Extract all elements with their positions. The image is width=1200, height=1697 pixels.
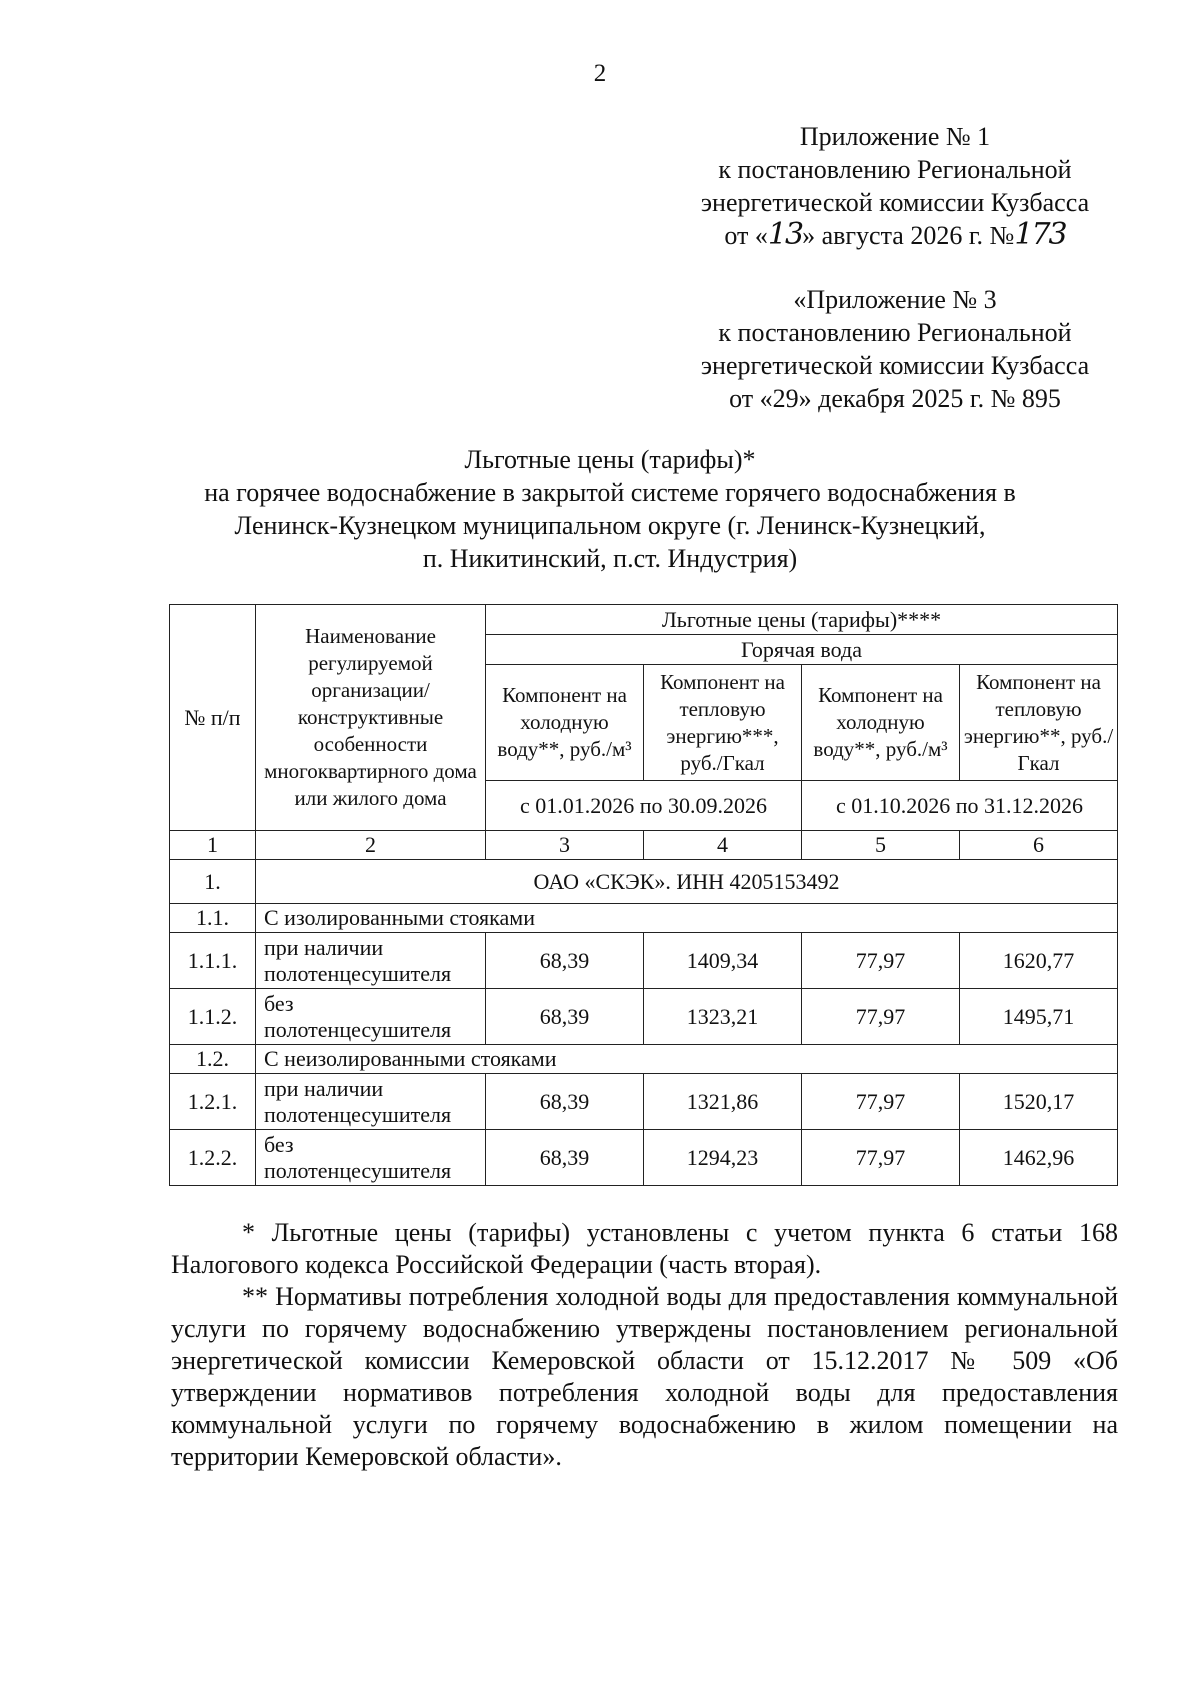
header-row-number: № п/п	[170, 605, 256, 831]
row-number: 1.1.1.	[170, 933, 256, 989]
header-organization-name: Наименование регулируемой организации/ конструктивные особенности многоквартирного дома или жилого дома	[256, 605, 486, 831]
organization-number: 1.	[170, 860, 256, 904]
value-cold-water-period-2: 77,97	[802, 1130, 960, 1186]
column-number-cell: 5	[802, 831, 960, 860]
section-number: 1.1.	[170, 904, 256, 933]
annex-1-date-mid: » августа 2026 г. №	[802, 221, 1015, 250]
footnote-2: ** Нормативы потребления холодной воды для предоставления коммунальной услуги по горячему водоснабжению утверждены постановлением региональной энергетической комиссии Кемеровской области от 15.12.2017 № 509 «Об утверждении нормативов потребления холодной воды для предоставления коммунальной услуги по горячему водоснабжению в жилом помещении на территории Кемеровской области».	[171, 1282, 1118, 1471]
column-number-cell: 1	[170, 831, 256, 860]
row-number: 1.2.2.	[170, 1130, 256, 1186]
value-heat-energy-period-2: 1495,71	[960, 989, 1118, 1045]
column-number-cell: 4	[644, 831, 802, 860]
tariff-table	[169, 604, 1118, 1186]
organization-row	[170, 860, 1118, 904]
row-number: 1.2.1.	[170, 1074, 256, 1130]
value-heat-energy-period-1: 1323,21	[644, 989, 802, 1045]
value-heat-energy-period-1: 1294,23	[644, 1130, 802, 1186]
row-name: без полотенцесушителя	[256, 1130, 486, 1186]
row-name: при наличии полотенцесушителя	[256, 1074, 486, 1130]
value-cold-water-period-1: 68,39	[486, 933, 644, 989]
header-heat-energy-component-2: Компонент на тепловую энергию**, руб./Гкал	[960, 665, 1118, 781]
footnotes	[171, 1217, 1118, 1473]
value-heat-energy-period-1: 1409,34	[644, 933, 802, 989]
value-cold-water-period-1: 68,39	[486, 1130, 644, 1186]
column-number-cell: 2	[256, 831, 486, 860]
value-heat-energy-period-2: 1462,96	[960, 1130, 1118, 1186]
section-row	[170, 904, 1118, 933]
section-row	[170, 1045, 1118, 1074]
value-cold-water-period-1: 68,39	[486, 1074, 644, 1130]
header-heat-energy-component-1: Компонент на тепловую энергию***, руб./Гкал	[644, 665, 802, 781]
annex-3-line-4: от «29» декабря 2025 г. № 895	[729, 384, 1061, 413]
column-number-cell: 3	[486, 831, 644, 860]
page-number: 2	[593, 60, 607, 87]
section-name: С неизолированными стояками	[256, 1045, 1118, 1074]
table-row	[170, 1130, 1118, 1186]
annex-1-line-3: энергетической комиссии Кузбасса	[700, 188, 1090, 217]
header-hot-water: Горячая вода	[486, 635, 1118, 665]
title-line-3: Ленинск-Кузнецком муниципальном округе (г. Ленинск-Кузнецкий,	[234, 511, 986, 540]
value-heat-energy-period-2: 1520,17	[960, 1074, 1118, 1130]
value-cold-water-period-2: 77,97	[802, 933, 960, 989]
annex-1-line-2: к постановлению Региональной	[718, 155, 1072, 184]
header-cold-water-component-2: Компонент на холодную воду**, руб./м³	[802, 665, 960, 781]
table-row	[170, 1074, 1118, 1130]
row-name: без полотенцесушителя	[256, 989, 486, 1045]
annex-3-header	[660, 283, 1130, 415]
header-cold-water-component-1: Компонент на холодную воду**, руб./м³	[486, 665, 644, 781]
row-name: при наличии полотенцесушителя	[256, 933, 486, 989]
table-row	[170, 989, 1118, 1045]
value-heat-energy-period-2: 1620,77	[960, 933, 1118, 989]
value-cold-water-period-2: 77,97	[802, 989, 960, 1045]
header-period-2: с 01.10.2026 по 31.12.2026	[802, 781, 1118, 831]
annex-3-line-1: «Приложение № 3	[793, 285, 997, 314]
title-line-1: Льготные цены (тарифы)*	[464, 445, 756, 474]
document-title	[150, 443, 1070, 575]
organization-name: ОАО «СКЭК». ИНН 4205153492	[256, 860, 1118, 904]
value-cold-water-period-1: 68,39	[486, 989, 644, 1045]
row-number: 1.1.2.	[170, 989, 256, 1045]
annex-3-line-2: к постановлению Региональной	[718, 318, 1072, 347]
annex-1-date-line	[660, 219, 1130, 252]
section-number: 1.2.	[170, 1045, 256, 1074]
title-line-2: на горячее водоснабжение в закрытой системе горячего водоснабжения в	[204, 478, 1016, 507]
annex-1-date-prefix: от «	[724, 221, 768, 250]
section-name: С изолированными стояками	[256, 904, 1118, 933]
header-period-1: с 01.01.2026 по 30.09.2026	[486, 781, 802, 831]
footnote-1: * Льготные цены (тарифы) установлены с учетом пункта 6 статьи 168 Налогового кодекса Российской Федерации (часть вторая).	[171, 1218, 1118, 1279]
value-cold-water-period-2: 77,97	[802, 1074, 960, 1130]
annex-1-header	[660, 120, 1130, 252]
annex-1-handwritten-day: 13	[767, 217, 803, 252]
title-line-4: п. Никитинский, п.ст. Индустрия)	[422, 544, 798, 573]
annex-1-handwritten-number: 173	[1014, 217, 1066, 252]
column-number-cell: 6	[960, 831, 1118, 860]
value-heat-energy-period-1: 1321,86	[644, 1074, 802, 1130]
table-row	[170, 933, 1118, 989]
annex-1-line-1: Приложение № 1	[799, 122, 991, 151]
header-preferential-tariffs: Льготные цены (тарифы)****	[486, 605, 1118, 635]
annex-3-line-3: энергетической комиссии Кузбасса	[700, 351, 1090, 380]
